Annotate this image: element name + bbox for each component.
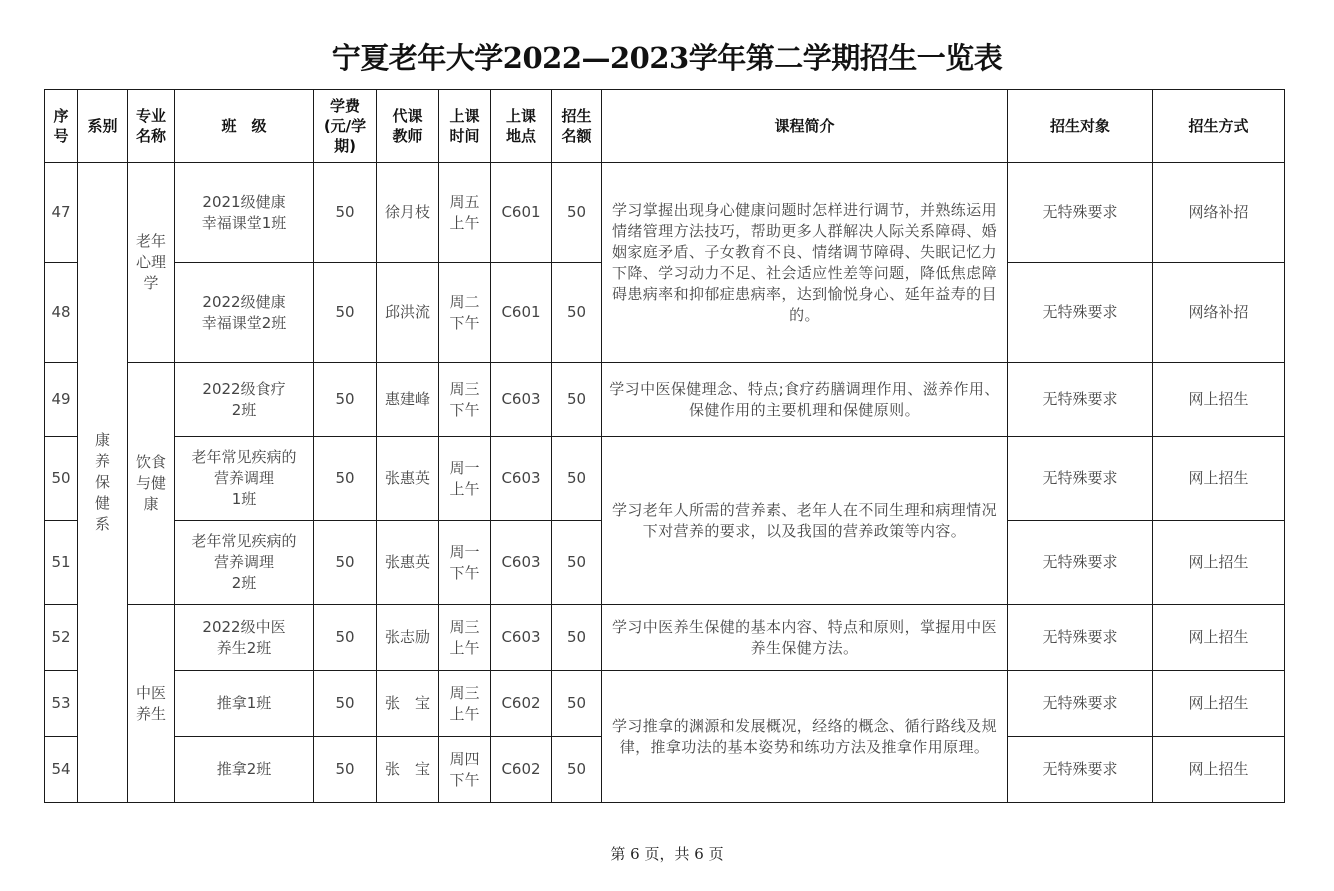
header-row <box>45 90 1285 163</box>
teacher-cell: 邱洪流 <box>377 263 439 363</box>
method-cell: 网上招生 <box>1153 737 1285 803</box>
place-cell: C603 <box>491 437 552 521</box>
fee-cell: 50 <box>314 671 377 737</box>
target-cell: 无特殊要求 <box>1008 437 1153 521</box>
place-cell: C601 <box>491 263 552 363</box>
target-cell: 无特殊要求 <box>1008 363 1153 437</box>
time-cell: 周四 下午 <box>439 737 491 803</box>
row-no: 47 <box>45 163 78 263</box>
fee-cell: 50 <box>314 263 377 363</box>
enrollment-table <box>44 89 1285 803</box>
header-major: 专业 名称 <box>128 90 175 163</box>
table-row <box>45 363 1285 437</box>
time-cell: 周三 上午 <box>439 671 491 737</box>
intro-cell: 学习中医保健理念、特点;食疗药膳调理作用、滋养作用、保健作用的主要机理和保健原则。 <box>602 363 1008 437</box>
header-dept: 系别 <box>78 90 128 163</box>
time-cell: 周二 下午 <box>439 263 491 363</box>
header-place: 上课 地点 <box>491 90 552 163</box>
time-cell: 周一 上午 <box>439 437 491 521</box>
intro-cell: 学习掌握出现身心健康问题时怎样进行调节，并熟练运用情绪管理方法技巧，帮助更多人群解决人际关系障碍、婚姻家庭矛盾、子女教育不良、情绪调节障碍、失眠记忆力下降、学习动力不足、社会适应性差等问题，降低焦虑障碍患病率和抑郁症患病率，达到愉悦身心、延年益寿的目的。 <box>602 163 1008 363</box>
teacher-cell: 惠建峰 <box>377 363 439 437</box>
header-class: 班 级 <box>175 90 314 163</box>
intro-cell: 学习推拿的渊源和发展概况，经络的概念、循行路线及规律，推拿功法的基本姿势和练功方法及推拿作用原理。 <box>602 671 1008 803</box>
place-cell: C603 <box>491 521 552 605</box>
header-method: 招生方式 <box>1153 90 1285 163</box>
target-cell: 无特殊要求 <box>1008 737 1153 803</box>
row-no: 48 <box>45 263 78 363</box>
teacher-cell: 张惠英 <box>377 521 439 605</box>
place-cell: C602 <box>491 671 552 737</box>
row-no: 50 <box>45 437 78 521</box>
intro-cell: 学习中医养生保健的基本内容、特点和原则，掌握用中医养生保健方法。 <box>602 605 1008 671</box>
quota-cell: 50 <box>552 263 602 363</box>
class-cell: 老年常见疾病的 营养调理 2班 <box>175 521 314 605</box>
table-row <box>45 163 1285 263</box>
table-row <box>45 605 1285 671</box>
teacher-cell: 徐月枝 <box>377 163 439 263</box>
header-intro: 课程简介 <box>602 90 1008 163</box>
row-no: 51 <box>45 521 78 605</box>
target-cell: 无特殊要求 <box>1008 671 1153 737</box>
class-cell: 2022级中医 养生2班 <box>175 605 314 671</box>
row-no: 54 <box>45 737 78 803</box>
quota-cell: 50 <box>552 363 602 437</box>
fee-cell: 50 <box>314 163 377 263</box>
department-cell: 康 养 保 健 系 <box>78 163 128 803</box>
row-no: 49 <box>45 363 78 437</box>
teacher-cell: 张志励 <box>377 605 439 671</box>
row-no: 53 <box>45 671 78 737</box>
row-no: 52 <box>45 605 78 671</box>
major-cell: 饮食 与健 康 <box>128 363 175 605</box>
target-cell: 无特殊要求 <box>1008 263 1153 363</box>
table-row <box>45 437 1285 521</box>
teacher-cell: 张 宝 <box>377 671 439 737</box>
quota-cell: 50 <box>552 521 602 605</box>
method-cell: 网上招生 <box>1153 437 1285 521</box>
quota-cell: 50 <box>552 671 602 737</box>
place-cell: C601 <box>491 163 552 263</box>
place-cell: C603 <box>491 363 552 437</box>
class-cell: 推拿2班 <box>175 737 314 803</box>
class-cell: 推拿1班 <box>175 671 314 737</box>
method-cell: 网上招生 <box>1153 521 1285 605</box>
intro-cell: 学习老年人所需的营养素、老年人在不同生理和病理情况下对营养的要求，以及我国的营养政策等内容。 <box>602 437 1008 605</box>
fee-cell: 50 <box>314 521 377 605</box>
teacher-cell: 张惠英 <box>377 437 439 521</box>
place-cell: C603 <box>491 605 552 671</box>
fee-cell: 50 <box>314 605 377 671</box>
class-cell: 2022级食疗 2班 <box>175 363 314 437</box>
class-cell: 2022级健康 幸福课堂2班 <box>175 263 314 363</box>
header-target: 招生对象 <box>1008 90 1153 163</box>
page-title: 宁夏老年大学2022—2023学年第二学期招生一览表 <box>331 41 1003 75</box>
header-quota: 招生 名额 <box>552 90 602 163</box>
class-cell: 老年常见疾病的 营养调理 1班 <box>175 437 314 521</box>
time-cell: 周一 下午 <box>439 521 491 605</box>
method-cell: 网络补招 <box>1153 263 1285 363</box>
teacher-cell: 张 宝 <box>377 737 439 803</box>
method-cell: 网上招生 <box>1153 605 1285 671</box>
table-row <box>45 671 1285 737</box>
method-cell: 网络补招 <box>1153 163 1285 263</box>
quota-cell: 50 <box>552 437 602 521</box>
quota-cell: 50 <box>552 163 602 263</box>
header-teacher: 代课 教师 <box>377 90 439 163</box>
fee-cell: 50 <box>314 437 377 521</box>
time-cell: 周三 下午 <box>439 363 491 437</box>
major-cell: 老年 心理 学 <box>128 163 175 363</box>
header-time: 上课 时间 <box>439 90 491 163</box>
method-cell: 网上招生 <box>1153 363 1285 437</box>
time-cell: 周五 上午 <box>439 163 491 263</box>
target-cell: 无特殊要求 <box>1008 605 1153 671</box>
quota-cell: 50 <box>552 605 602 671</box>
header-no: 序 号 <box>45 90 78 163</box>
class-cell: 2021级健康 幸福课堂1班 <box>175 163 314 263</box>
header-fee: 学费 (元/学 期) <box>314 90 377 163</box>
place-cell: C602 <box>491 737 552 803</box>
target-cell: 无特殊要求 <box>1008 163 1153 263</box>
page-footer: 第 6 页，共 6 页 <box>610 845 724 863</box>
time-cell: 周三 上午 <box>439 605 491 671</box>
fee-cell: 50 <box>314 737 377 803</box>
target-cell: 无特殊要求 <box>1008 521 1153 605</box>
major-cell: 中医 养生 <box>128 605 175 803</box>
fee-cell: 50 <box>314 363 377 437</box>
method-cell: 网上招生 <box>1153 671 1285 737</box>
quota-cell: 50 <box>552 737 602 803</box>
